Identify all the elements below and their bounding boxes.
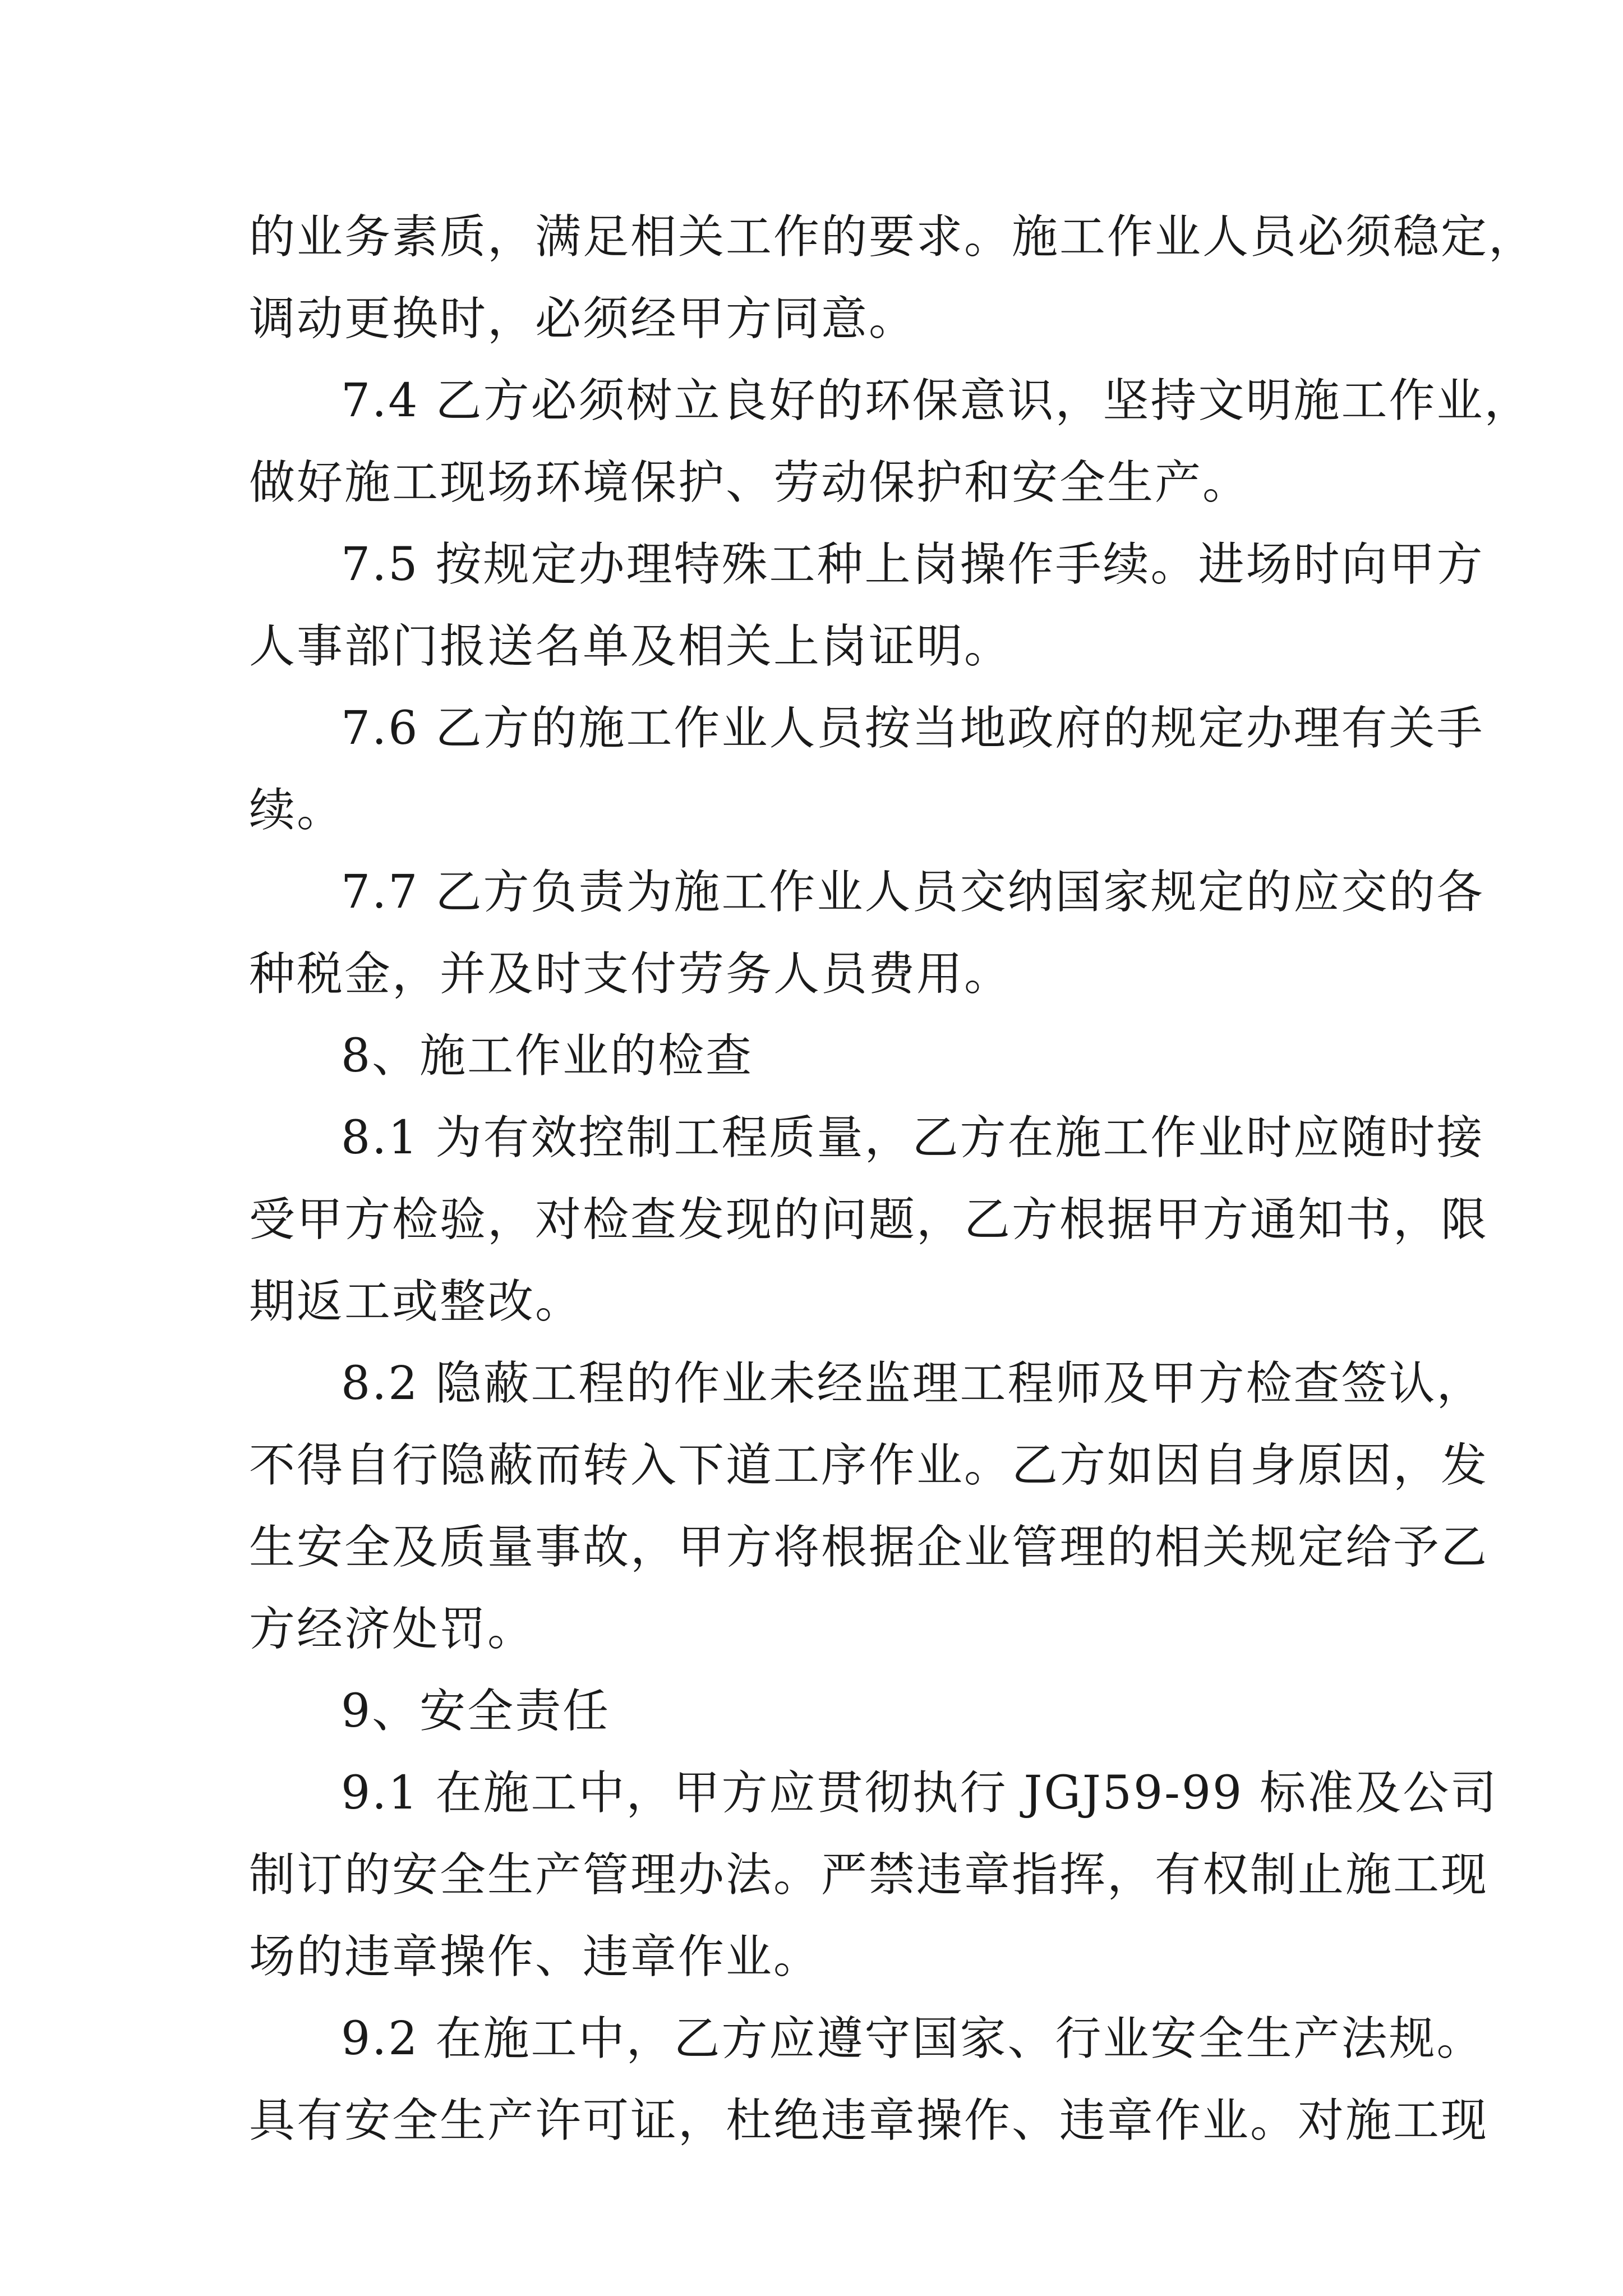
text-line: 7.6 乙方的施工作业人员按当地政府的规定办理有关手 bbox=[341, 702, 1484, 755]
text-line: 种税金，并及时支付劳务人员费用。 bbox=[249, 947, 1012, 1001]
text-line: 9.1 在施工中，甲方应贯彻执行 JGJ59-99 标准及公司 bbox=[341, 1766, 1498, 1820]
text-line: 生安全及质量事故，甲方将根据企业管理的相关规定给予乙 bbox=[249, 1521, 1489, 1574]
text-line: 调动更换时，必须经甲方同意。 bbox=[249, 292, 917, 346]
text-line: 期返工或整改。 bbox=[249, 1275, 583, 1328]
clause-7-4 bbox=[249, 360, 1532, 524]
text-line: 8.1 为有效控制工程质量，乙方在施工作业时应随时接 bbox=[341, 1111, 1484, 1165]
text-line: 7.7 乙方负责为施工作业人员交纳国家规定的应交的各 bbox=[341, 866, 1484, 919]
heading-text: 9、安全责任 bbox=[341, 1685, 611, 1738]
text-line: 的业务素质，满足相关工作的要求。施工作业人员必须稳定， bbox=[249, 210, 1537, 264]
clause-7-7 bbox=[249, 852, 1484, 1015]
text-line: 不得自行隐蔽而转入下道工序作业。乙方如因自身原因，发 bbox=[249, 1439, 1489, 1492]
section-heading-9 bbox=[249, 1671, 1393, 1752]
paragraph-continuation bbox=[249, 196, 1537, 360]
heading-text: 8、施工作业的检查 bbox=[341, 1029, 754, 1083]
text-line: 制订的安全生产管理办法。严禁违章指挥，有权制止施工现 bbox=[249, 1848, 1489, 1902]
text-line: 8.2 隐蔽工程的作业未经监理工程师及甲方检查签认， bbox=[341, 1357, 1484, 1410]
text-line: 方经济处罚。 bbox=[249, 1603, 536, 1656]
clause-7-5 bbox=[249, 524, 1484, 688]
section-heading-8 bbox=[249, 1015, 1393, 1097]
document-body bbox=[249, 196, 1537, 2162]
text-line: 场的违章操作、违章作业。 bbox=[249, 1930, 822, 1984]
clause-7-6 bbox=[249, 688, 1484, 852]
text-line: 人事部门报送名单及相关上岗证明。 bbox=[249, 620, 1012, 673]
clause-8-1 bbox=[249, 1097, 1489, 1343]
text-line: 7.5 按规定办理特殊工种上岗操作手续。进场时向甲方 bbox=[341, 538, 1484, 591]
text-line: 续。 bbox=[249, 784, 345, 837]
clause-8-2 bbox=[249, 1343, 1489, 1671]
text-line: 具有安全生产许可证，杜绝违章操作、违章作业。对施工现 bbox=[249, 2094, 1489, 2147]
clause-9-1 bbox=[249, 1752, 1498, 1998]
text-line: 9.2 在施工中，乙方应遵守国家、行业安全生产法规。 bbox=[341, 2012, 1484, 2065]
text-line: 7.4 乙方必须树立良好的环保意识，坚持文明施工作业， bbox=[341, 374, 1532, 427]
text-line: 受甲方检验，对检查发现的问题，乙方根据甲方通知书，限 bbox=[249, 1193, 1489, 1246]
text-line: 做好施工现场环境保护、劳动保护和安全生产。 bbox=[249, 456, 1251, 509]
clause-9-2 bbox=[249, 1998, 1489, 2162]
